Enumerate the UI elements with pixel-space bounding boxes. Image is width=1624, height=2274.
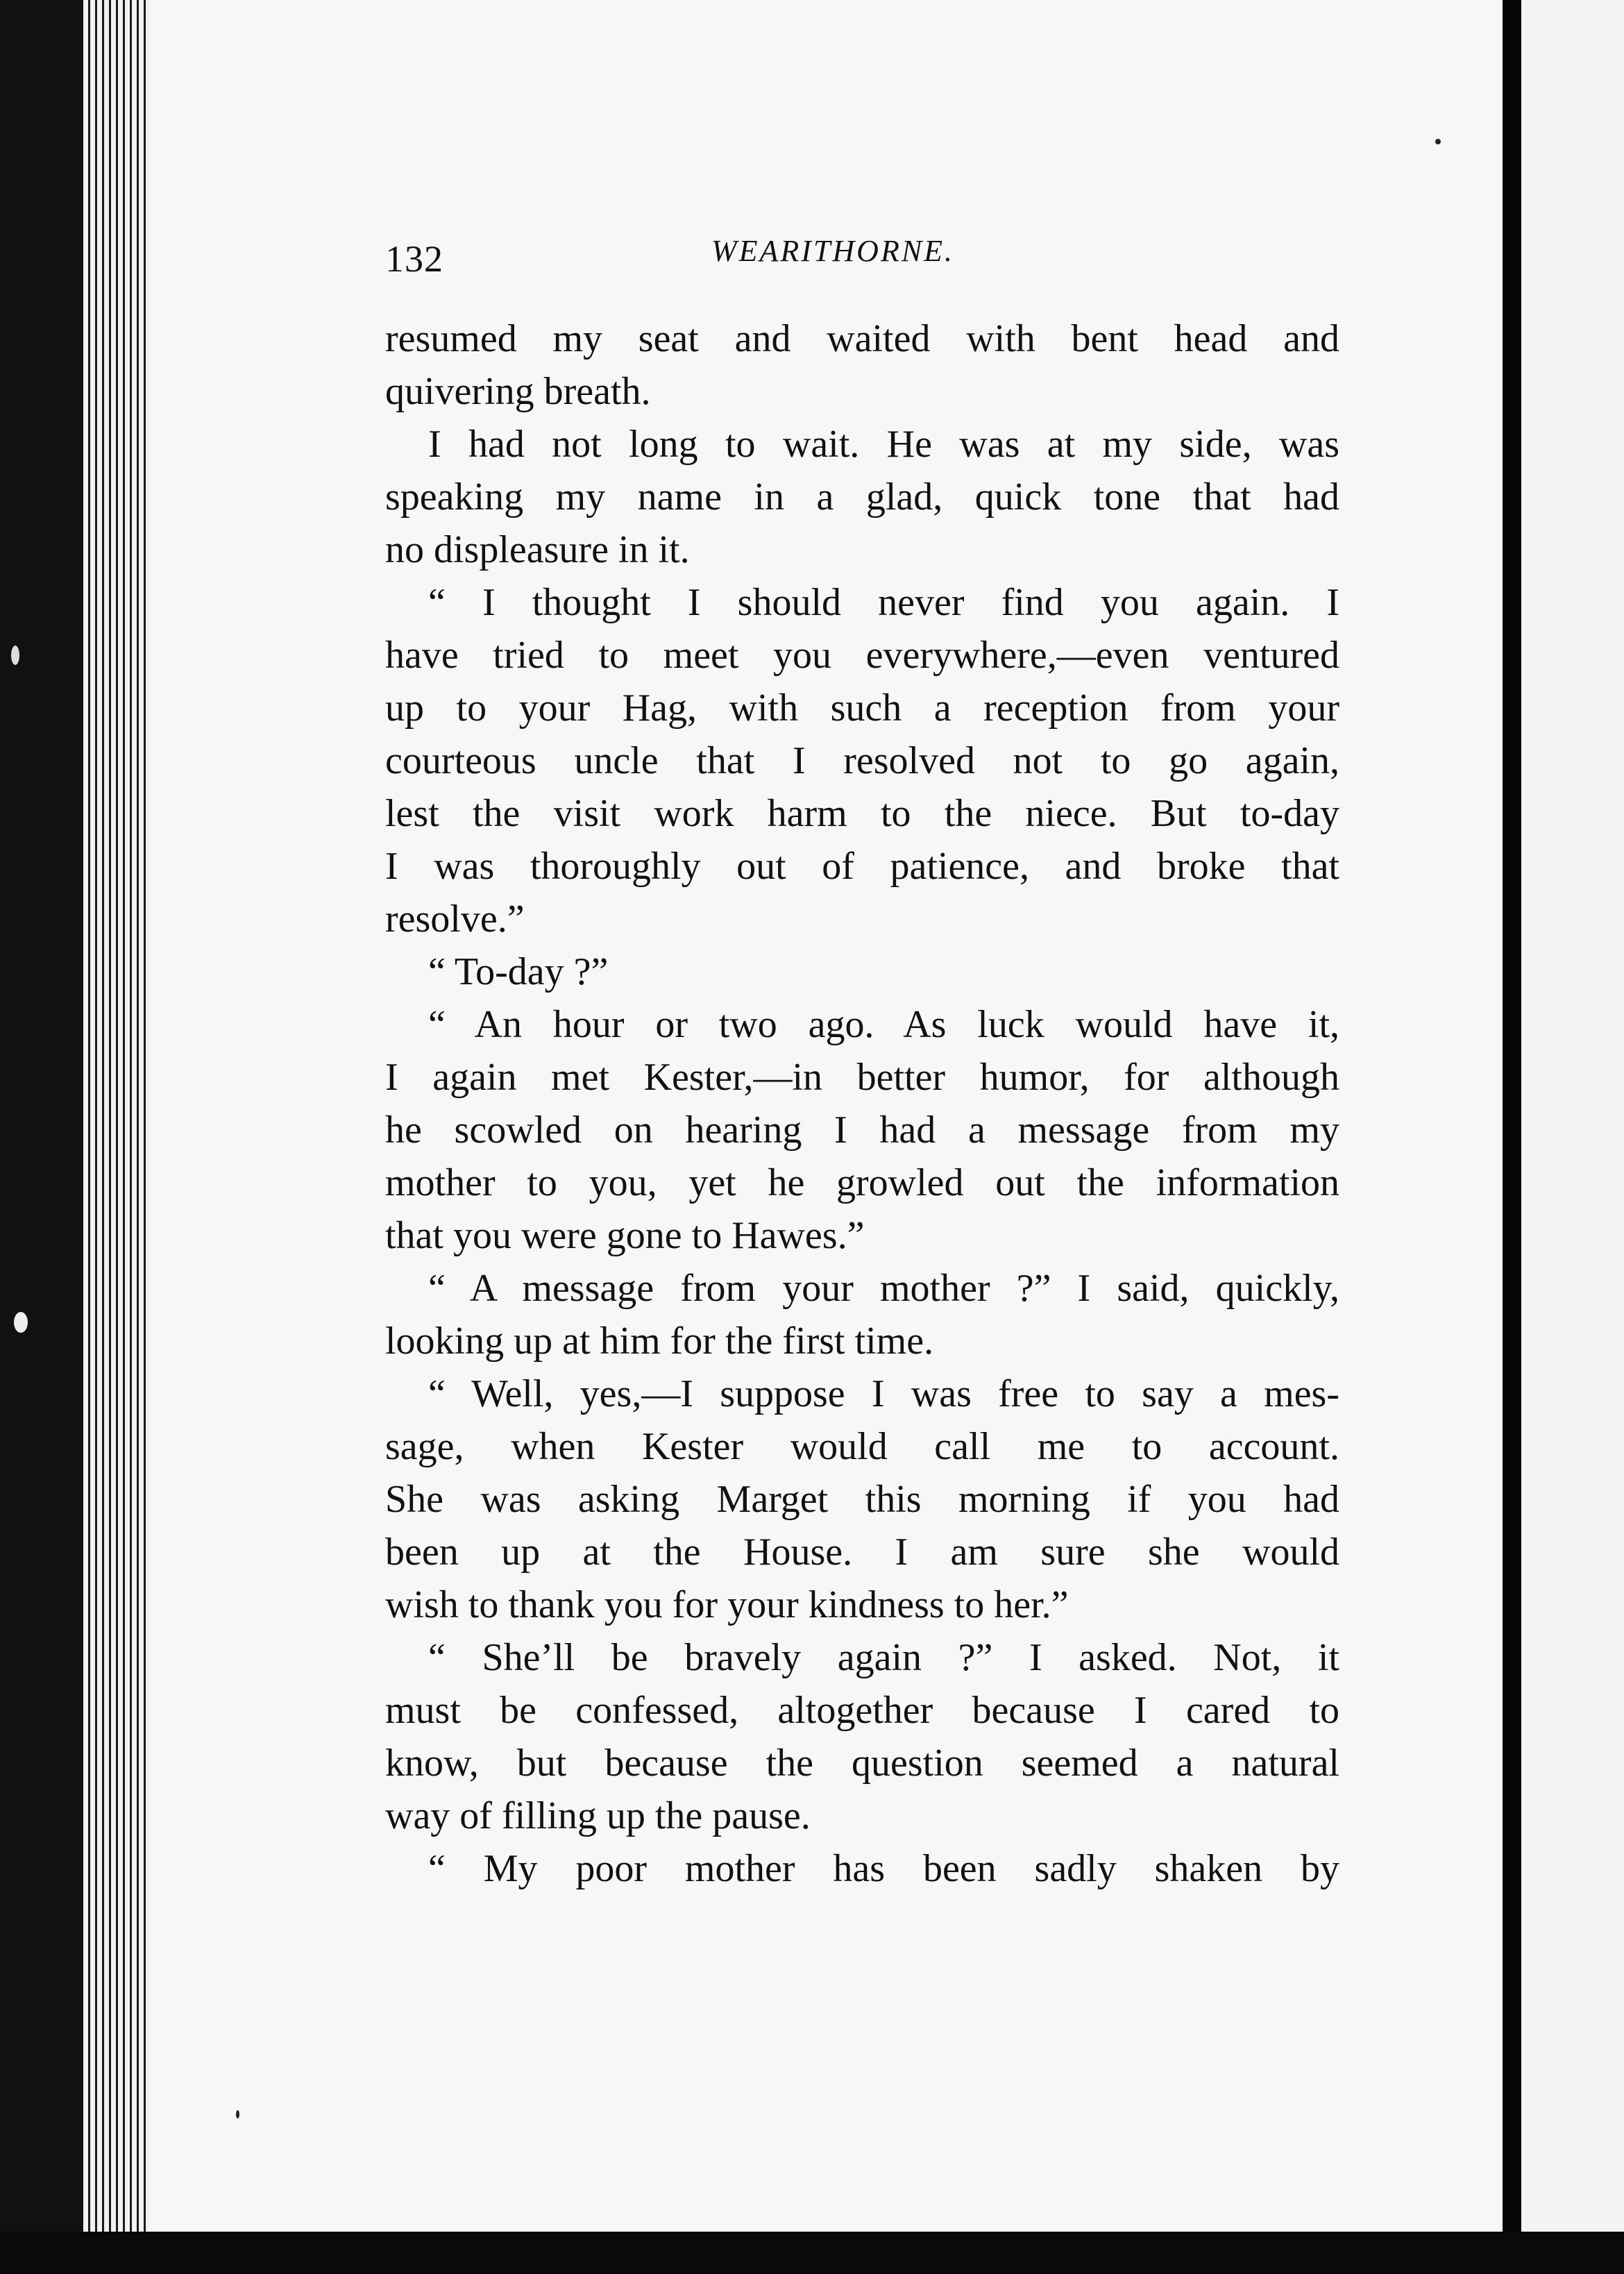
page-edges <box>83 0 153 2235</box>
text-line: I was thoroughly out of patience, and broke that <box>385 845 1339 888</box>
text-line: “ I thought I should never find you again. I <box>428 581 1339 624</box>
text-line: up to your Hag, with such a reception from your <box>385 687 1339 730</box>
text-line: been up at the House. I am sure she would <box>385 1531 1339 1574</box>
text-line: resumed my seat and waited with bent head and <box>385 317 1339 360</box>
speck <box>1435 139 1441 144</box>
text-line: looking up at him for the first time. <box>385 1320 934 1363</box>
text-line: “ She’ll be bravely again ?” I asked. Not, it <box>428 1636 1339 1679</box>
scan-bottom-border <box>0 2232 1624 2274</box>
text-line: “ A message from your mother ?” I said, quickly, <box>428 1267 1339 1310</box>
page-number: 132 <box>385 238 443 280</box>
text-line: I had not long to wait. He was at my side, was <box>428 423 1339 466</box>
page-text <box>385 229 1339 1895</box>
text-line: quivering breath. <box>385 370 651 413</box>
text-line: I again met Kester,—in better humor, for although <box>385 1056 1339 1099</box>
text-line: he scowled on hearing I had a message from my <box>385 1109 1339 1152</box>
text-line: speaking my name in a glad, quick tone that had <box>385 475 1339 519</box>
text-line: way of filling up the pause. <box>385 1794 811 1837</box>
text-line: “ Well, yes,—I suppose I was free to say a mes- <box>428 1372 1339 1415</box>
text-line: mother to you, yet he growled out the information <box>385 1161 1339 1204</box>
text-line: lest the visit work harm to the niece. But to-day <box>385 792 1339 835</box>
text-line: no displeasure in it. <box>385 528 690 571</box>
text-line: have tried to meet you everywhere,—even ventured <box>385 634 1339 677</box>
text-line: “ My poor mother has been sadly shaken by <box>428 1847 1339 1890</box>
gutter-shadow <box>1505 0 1521 2274</box>
text-line: “ To-day ?” <box>428 950 609 993</box>
adjacent-page-edge <box>1521 0 1624 2242</box>
text-line: courteous uncle that I resolved not to go again, <box>385 739 1339 782</box>
text-line: wish to thank you for your kindness to her.” <box>385 1583 1069 1626</box>
text-line: that you were gone to Hawes.” <box>385 1214 865 1257</box>
running-head <box>385 229 1339 285</box>
running-title: WEARITHORNE. <box>711 234 955 268</box>
text-line: “ An hour or two ago. As luck would have it, <box>428 1003 1339 1046</box>
text-line: must be confessed, altogether because I cared to <box>385 1689 1339 1732</box>
text-line: She was asking Marget this morning if you had <box>385 1478 1339 1521</box>
binding-shadow <box>0 0 83 2274</box>
speck <box>11 646 19 665</box>
text-line: resolve.” <box>385 898 525 941</box>
text-line: know, but because the question seemed a natural <box>385 1742 1339 1785</box>
text-line: sage, when Kester would call me to account. <box>385 1425 1339 1468</box>
speck <box>14 1312 28 1333</box>
speck <box>236 2110 239 2119</box>
